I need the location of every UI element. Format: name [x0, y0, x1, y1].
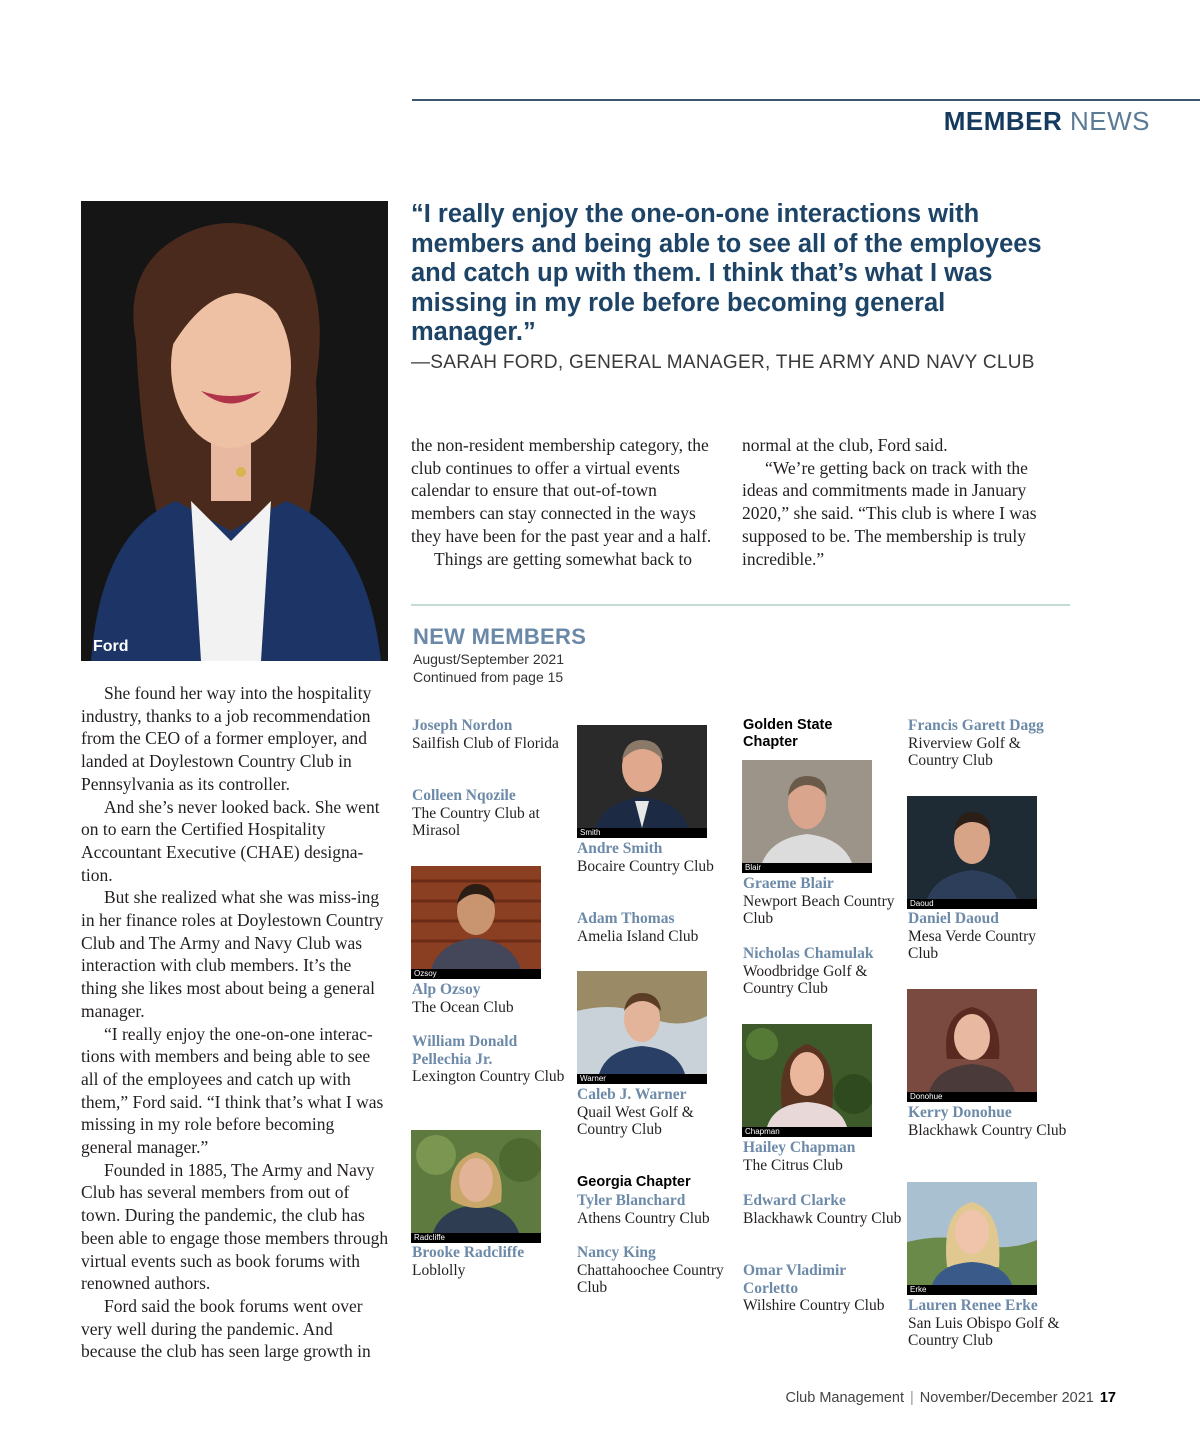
- member-club: Newport Beach Country Club: [743, 892, 895, 927]
- page-number: 17: [1099, 1390, 1116, 1406]
- member-entry: [908, 910, 1068, 963]
- footer-separator: |: [909, 1390, 914, 1406]
- member-photo-caption: Daoud: [907, 899, 1037, 909]
- member-photo: [577, 725, 707, 828]
- member-name: Nicholas Chamulak: [743, 945, 874, 962]
- member-name: Graeme Blair: [743, 875, 834, 892]
- member-name: Daniel Daoud: [908, 910, 999, 927]
- member-photo-caption: Blair: [742, 863, 872, 873]
- member-club: Chattahoochee Country Club: [577, 1261, 724, 1296]
- member-entry: [743, 1262, 903, 1315]
- paragraph: “We’re getting back on track with the ideas and commitments made in January 2020,” she said. “This club is where I was supposed to be. The membership is truly incredible.”: [742, 457, 1037, 569]
- member-photo: [411, 1130, 541, 1233]
- new-members-subtitle: [413, 651, 564, 686]
- member-photo-caption: Warner: [577, 1074, 707, 1084]
- paragraph: “I really enjoy the one-on-one interac-tions with members and being able to see all of the employees and catch up with them,” Ford said. “I think that’s what I was missing in my role before becoming general manager.”: [81, 1023, 384, 1158]
- section-heading-light: NEWS: [1070, 106, 1150, 136]
- member-name: Caleb J. Warner: [577, 1086, 687, 1103]
- member-club: Blackhawk Country Club: [743, 1209, 902, 1227]
- new-members-issue: August/September 2021: [413, 651, 564, 667]
- member-club: The Citrus Club: [743, 1156, 843, 1174]
- member-photo: [577, 971, 707, 1074]
- member-club: Sailfish Club of Florida: [412, 734, 559, 752]
- member-name: Nancy King: [577, 1244, 656, 1261]
- member-entry: [412, 717, 572, 752]
- member-photo-warner: [577, 971, 707, 1084]
- new-members-title: NEW MEMBERS: [413, 624, 587, 649]
- member-photo-caption: Chapman: [742, 1127, 872, 1137]
- member-club: Wilshire Country Club: [743, 1297, 885, 1314]
- paragraph: Things are getting somewhat back to: [434, 548, 693, 569]
- paragraph: She found her way into the hospitality industry, thanks to a job recommendation from the CEO of a former employer, and landed at Doylestown Country Club in Pennsylvania as its controller.: [81, 683, 372, 794]
- footer-issue: November/December 2021: [919, 1390, 1094, 1406]
- member-name: Adam Thomas: [577, 910, 675, 927]
- header-rule: [412, 99, 1200, 101]
- paragraph: Ford said the book forums went over very well during the pandemic. And because the club has seen large growth in: [81, 1295, 371, 1362]
- member-entry: [412, 981, 572, 1016]
- paragraph: the non-resident membership category, the club continues to offer a virtual events calendar to ensure that out-of-town members can stay connected in the ways they have been for the past year and a half.: [411, 435, 712, 546]
- member-club: Bocaire Country Club: [577, 857, 714, 875]
- member-photo: [907, 796, 1037, 899]
- chapter-heading-georgia: Georgia Chapter: [577, 1174, 691, 1190]
- pull-quote: “I really enjoy the one-on-one interactions with members and being able to see all of the employees and catch up with them. I think that’s what I was missing in my role before becoming general manager.”: [411, 200, 1042, 346]
- member-photo-daoud: [907, 796, 1037, 909]
- member-name: Edward Clarke: [743, 1192, 846, 1209]
- section-divider: [411, 604, 1070, 606]
- member-club: The Ocean Club: [412, 998, 514, 1016]
- member-photo: [411, 866, 541, 969]
- body-column-left: [81, 682, 389, 1363]
- member-name: Kerry Donohue: [908, 1104, 1012, 1121]
- member-photo-donohue: [907, 989, 1037, 1102]
- member-entry: [577, 1244, 737, 1297]
- member-photo-chapman: [742, 1024, 872, 1137]
- member-name: Tyler Blanchard: [577, 1192, 686, 1209]
- member-entry: [908, 1104, 1068, 1139]
- member-entry: [577, 1192, 737, 1227]
- paragraph: But she realized what she was miss-ing in her finance roles at Doylestown Country Club and The Army and Navy Club was interaction with club members. It’s the thing she likes most about being a general manager.: [81, 887, 384, 1021]
- member-name: Colleen Nqozile: [412, 787, 516, 804]
- member-entry: [577, 840, 737, 875]
- member-photo: [742, 760, 872, 863]
- member-entry: [908, 717, 1068, 770]
- member-name: Lauren Renee Erke: [908, 1297, 1038, 1314]
- member-entry: [577, 1086, 737, 1139]
- member-club: Quail West Golf & Country Club: [577, 1103, 694, 1138]
- paragraph: Founded in 1885, The Army and Navy Club has several members from out of town. During the pandemic, the club has been able to engage those members through virtual events such as book forums with renowned authors.: [81, 1159, 389, 1294]
- member-entry: [412, 787, 572, 840]
- body-column-right: [742, 434, 1048, 570]
- member-entry: [743, 1192, 903, 1227]
- paragraph: And she’s never looked back. She went on to earn the Certified Hospitality Accountant Executive (CHAE) designa-tion.: [81, 796, 380, 885]
- member-club: San Luis Obispo Golf & Country Club: [908, 1314, 1060, 1349]
- member-photo: [907, 1182, 1037, 1285]
- member-club: Amelia Island Club: [577, 927, 699, 945]
- member-name: William Donald Pellechia Jr.: [412, 1033, 518, 1068]
- member-name: Alp Ozsoy: [412, 981, 481, 998]
- section-heading-bold: MEMBER: [943, 106, 1063, 136]
- member-photo-caption: Radcliffe: [411, 1233, 541, 1243]
- ford-photo: [81, 201, 388, 661]
- member-entry: [412, 1244, 572, 1279]
- member-photo-erke: [907, 1182, 1037, 1295]
- member-club: Loblolly: [412, 1261, 466, 1279]
- member-photo-smith: [577, 725, 707, 838]
- member-name: Francis Garett Dagg: [908, 717, 1044, 734]
- member-photo-caption: Ozsoy: [411, 969, 541, 979]
- member-photo: [742, 1024, 872, 1127]
- member-club: Lexington Country Club: [412, 1068, 565, 1085]
- member-entry: [743, 875, 903, 928]
- member-photo-blair: [742, 760, 872, 873]
- footer-publication: Club Management: [785, 1390, 904, 1406]
- member-name: Hailey Chapman: [743, 1139, 856, 1156]
- member-name: Joseph Nordon: [412, 717, 513, 734]
- chapter-heading-golden-state: Golden State Chapter: [743, 717, 833, 750]
- member-photo-ozsoy: [411, 866, 541, 979]
- member-entry: [412, 1033, 572, 1086]
- member-photo-caption: Erke: [907, 1285, 1037, 1295]
- member-photo-caption: Donohue: [907, 1092, 1037, 1102]
- member-club: The Country Club at Mirasol: [412, 804, 540, 839]
- member-entry: [743, 1139, 903, 1174]
- member-photo-radcliffe: [411, 1130, 541, 1243]
- pull-quote-attribution: —SARAH FORD, GENERAL MANAGER, THE ARMY AND NAVY CLUB: [411, 352, 1035, 373]
- member-photo: [907, 989, 1037, 1092]
- section-heading: [944, 106, 1150, 137]
- member-entry: [743, 945, 903, 998]
- member-club: Woodbridge Golf & Country Club: [743, 962, 868, 997]
- member-name: Brooke Radcliffe: [412, 1244, 525, 1261]
- member-entry: [908, 1297, 1068, 1350]
- ford-photo-caption: Ford: [93, 638, 129, 655]
- member-name: Omar Vladimir Corletto: [743, 1262, 846, 1297]
- member-club: Riverview Golf & Country Club: [908, 734, 1021, 769]
- member-club: Athens Country Club: [577, 1209, 710, 1227]
- member-entry: [577, 910, 737, 945]
- member-photo-caption: Smith: [577, 828, 707, 838]
- new-members-continued: Continued from page 15: [413, 668, 564, 685]
- page-footer: [785, 1390, 1116, 1406]
- member-club: Blackhawk Country Club: [908, 1121, 1067, 1139]
- paragraph: normal at the club, Ford said.: [742, 435, 948, 455]
- member-club: Mesa Verde Country Club: [908, 927, 1036, 962]
- body-column-middle: [411, 434, 717, 570]
- member-name: Andre Smith: [577, 840, 663, 857]
